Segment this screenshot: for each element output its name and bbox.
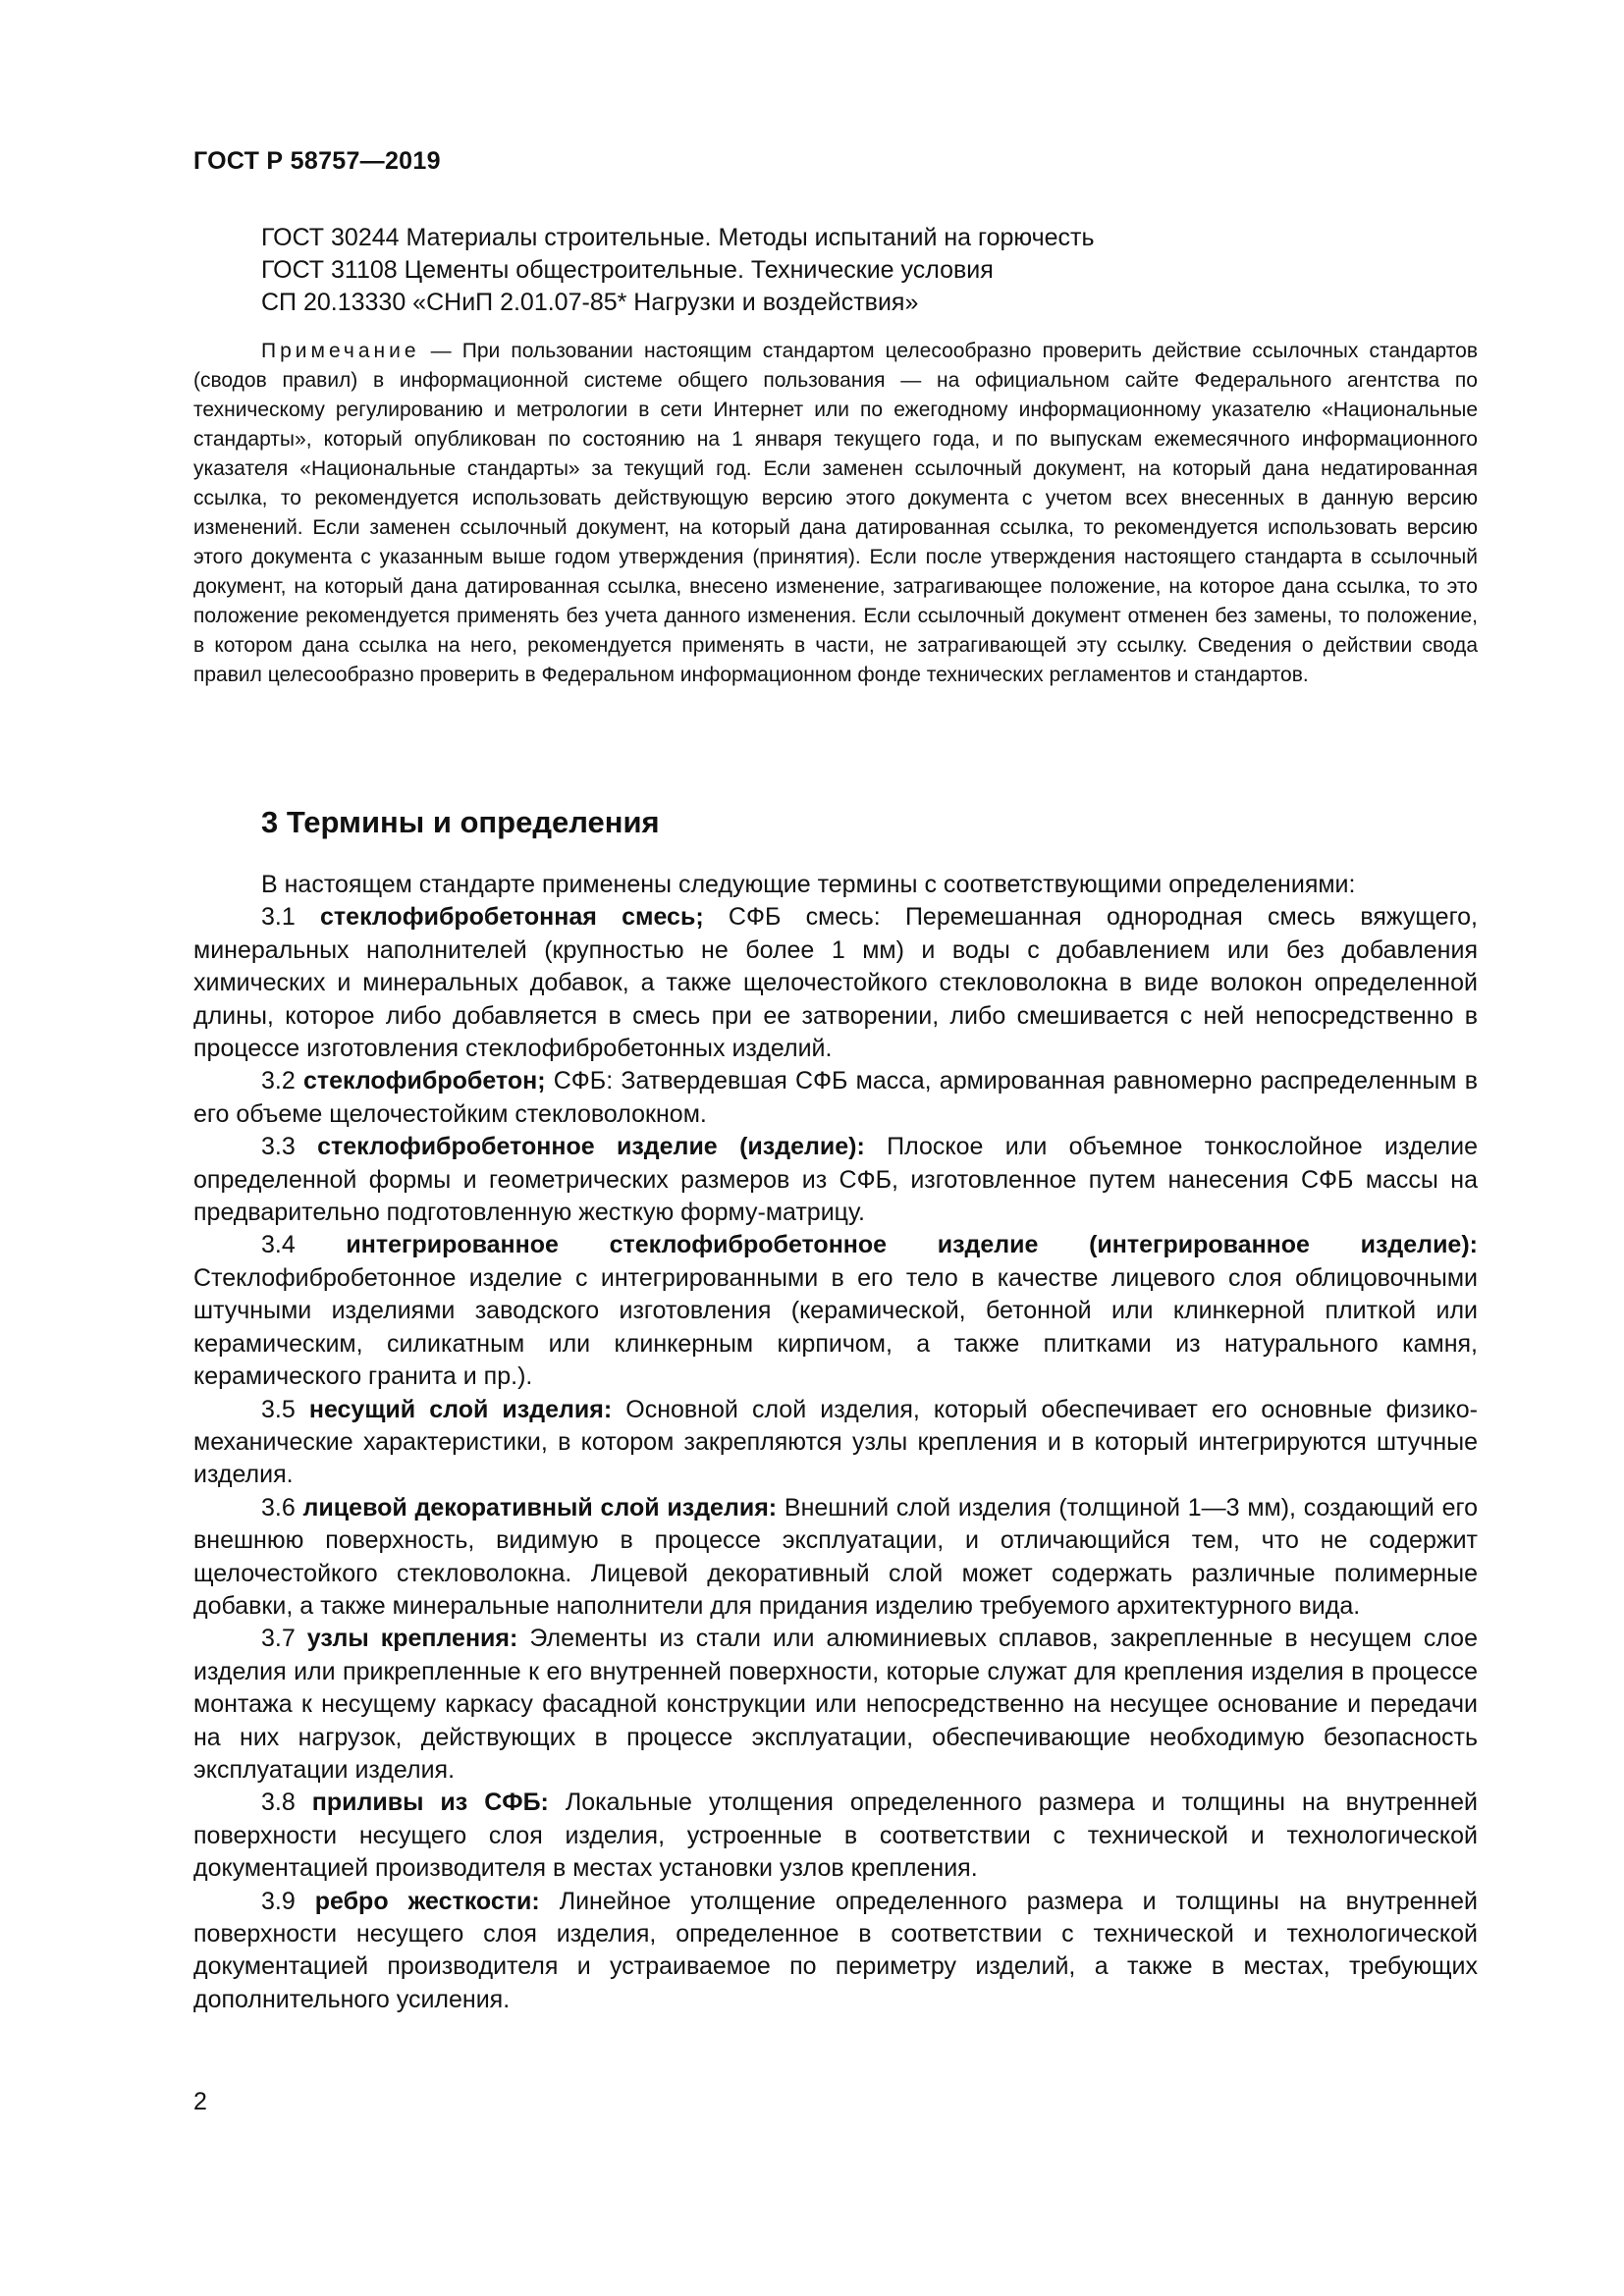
term-number: 3.1	[261, 903, 321, 932]
term-number: 3.7	[261, 1625, 307, 1653]
term-entry	[193, 1787, 1478, 1885]
term-definition: Основной слой изделия, который обеспечивает его основные физико-механические характеристики, в котором закрепляются узлы крепления и в который интегрируются штучные изделия.	[193, 1395, 1478, 1489]
term-definition: Плоское или объемное тонкослойное изделие определенной формы и геометрических размеров из СФБ, изготовленное путем нанесения СФБ массы на предварительно подготовленную жесткую форму-матрицу.	[193, 1133, 1478, 1227]
reference-item: СП 20.13330 «СНиП 2.01.07-85* Нагрузки и воздействия»	[261, 289, 919, 316]
term-definition: Стеклофибробетонное изделие с интегрированными в его тело в качестве лицевого слоя облицовочными штучными изделиями заводского изготовления (керамической, бетонной или клинкерной плиткой или керамическим, силикатным или клинкерным кирпичом, а также плитками из натурального камня, керамического гранита и пр.).	[193, 1263, 1478, 1391]
section-intro: В настоящем стандарте применены следующие термины с соответствующими определениями:	[261, 871, 1356, 898]
term-entry	[193, 1065, 1478, 1131]
term-entry	[193, 1886, 1478, 2017]
term-name: стеклофибробетонное изделие (изделие):	[317, 1133, 865, 1161]
term-name: узлы крепления:	[306, 1625, 518, 1653]
term-entry	[193, 1131, 1478, 1229]
term-entry	[193, 1229, 1478, 1393]
term-definition: Локальные утолщения определенного размера и толщины на внутренней поверхности несущего слоя изделия, устроенные в соответствии с технической и технологической документацией производителя в местах установки узлов крепления.	[193, 1789, 1478, 1883]
term-definition: СФБ смесь: Перемешанная однородная смесь вяжущего, минеральных наполнителей (крупностью не более 1 мм) и воды с добавлением или без добавления химических и минеральных добавок, а также щелочестойкого стекловолокна в виде волокон определенной длины, которое либо добавляется в смесь при ее затворении, либо смешивается с ней непосредственно в процессе изготовления стеклофибробетонных изделий.	[193, 903, 1478, 1063]
term-number: 3.2	[261, 1067, 303, 1095]
term-entry	[193, 1492, 1478, 1624]
note-label: Примечание	[261, 340, 420, 362]
term-name: несущий слой изделия:	[308, 1395, 613, 1423]
term-name: лицевой декоративный слой изделия:	[302, 1493, 778, 1522]
term-definition: Элементы из стали или алюминиевых сплавов, закрепленные в несущем слое изделия или прикрепленные к его внутренней поверхности, которые служат для крепления изделия в процессе монтажа к несущему каркасу фасадной конструкции или непосредственно на несущее основание и передачи на них нагрузок, действующих в процессе эксплуатации, обеспечивающие необходимую безопасность эксплуатации изделия.	[193, 1625, 1478, 1784]
term-number: 3.6	[261, 1493, 303, 1522]
referenced-standards-list	[261, 222, 1489, 319]
term-name: приливы из СФБ:	[311, 1789, 549, 1817]
reference-item: ГОСТ 30244 Материалы строительные. Методы испытаний на горючесть	[261, 224, 1095, 251]
term-entry	[193, 1623, 1478, 1787]
term-definition: Внешний слой изделия (толщиной 1—3 мм), создающий его внешнюю поверхность, видимую в процессе эксплуатации, и отличающийся тем, что не содержит щелочестойкого стекловолокна. Лицевой декоративный слой может содержать различные полимерные добавки, а также минеральные наполнители для придания изделию требуемого архитектурного вида.	[193, 1493, 1478, 1620]
term-name: интегрированное стеклофибробетонное изделие (интегрированное изделие):	[346, 1231, 1478, 1259]
term-number: 3.9	[261, 1887, 315, 1915]
term-definition: СФБ: Затвердевшая СФБ масса, армированная равномерно распределенным в его объеме щелочестойким стекловолокном.	[193, 1067, 1478, 1128]
note-paragraph	[193, 337, 1478, 690]
term-number: 3.4	[261, 1231, 347, 1259]
page-number: 2	[193, 2088, 207, 2115]
standard-code-header: ГОСТ Р 58757—2019	[193, 147, 441, 175]
section-title: 3 Термины и определения	[261, 805, 660, 839]
term-entry	[193, 1394, 1478, 1492]
terms-body	[193, 869, 1478, 2016]
term-number: 3.5	[261, 1395, 309, 1423]
term-number: 3.3	[261, 1133, 318, 1161]
term-name: ребро жесткости:	[314, 1887, 540, 1915]
reference-item: ГОСТ 31108 Цементы общестроительные. Технические условия	[261, 256, 994, 284]
term-name: стеклофибробетонная смесь;	[320, 903, 704, 932]
term-name: стеклофибробетон;	[302, 1067, 546, 1095]
term-number: 3.8	[261, 1789, 312, 1817]
term-entry	[193, 901, 1478, 1065]
note-text: — При пользовании настоящим стандартом целесообразно проверить действие ссылочных стандартов (сводов правил) в информационной системе общего пользования — на официальном сайте Федерального агентства по техническому регулированию и метрологии в сети Интернет или по ежегодному информационному указателю «Национальные стандарты», который опубликован по состоянию на 1 января текущего года, и по выпускам ежемесячного информационного указателя «Национальные стандарты» за текущий год. Если заменен ссылочный документ, на который дана недатированная ссылка, то рекомендуется использовать действующую версию этого документа с учетом всех внесенных в данную версию изменений. Если заменен ссылочный документ, на который дана датированная ссылка, то рекомендуется использовать версию этого документа с указанным выше годом утверждения (принятия). Если после утверждения настоящего стандарта в ссылочный документ, на который дана датированная ссылка, внесено изменение, затрагивающее положение, на которое дана ссылка, то это положение рекомендуется применять без учета данного изменения. Если ссылочный документ отменен без замены, то положение, в котором дана ссылка на него, рекомендуется применять в части, не затрагивающей эту ссылку. Сведения о действии свода правил целесообразно проверить в Федеральном информационном фонде технических регламентов и стандартов.	[193, 340, 1478, 686]
term-definition: Линейное утолщение определенного размера и толщины на внутренней поверхности несущего слоя изделия, определенное в соответствии с технической и технологической документацией производителя и устраиваемое по периметру изделий, а также в местах, требующих дополнительного усиления.	[193, 1887, 1479, 2013]
